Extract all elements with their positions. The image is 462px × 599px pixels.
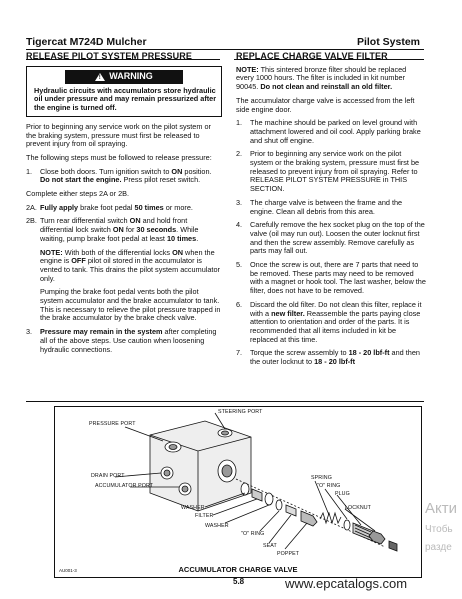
label-seat: SEAT [263, 543, 277, 549]
step-number: 2. [236, 149, 243, 159]
note: NOTE: With both of the differential locks ON when the engine is OFF pilot oil stored in the accumulator is vented to tank. This drains the pilot system accumulator only. [40, 247, 220, 283]
left-heading: RELEASE PILOT SYSTEM PRESSURE [26, 51, 192, 61]
step-number: 4. [236, 220, 243, 230]
right-column [236, 52, 426, 372]
step-7 [236, 349, 426, 366]
step-number: 2A. [26, 202, 37, 212]
step-text: Once the screw is out, there are 7 parts that need to be removed. These parts may need to be removed with a magnet or hook tool. The last washer, below the filter, does not have to be removed. [250, 260, 426, 296]
step-text: Close both doors. Turn ignition switch to ON position. Do not start the engine. Press pilot reset switch. [40, 166, 212, 185]
step-5 [236, 261, 426, 296]
warning-box [26, 66, 222, 117]
section-title: Pilot System [356, 36, 420, 48]
step-text: Torque the screw assembly to 18 - 20 lbf-ft and then the outer locknut to 18 - 20 lbf-ft [250, 348, 420, 367]
step-number: 2B. [26, 216, 37, 226]
paragraph: Pumping the brake foot pedal vents both the pilot system accumulator and the brake accumulator to tank. This is necessary to relieve the pilot pressure trapped in the brake accumulator by the brake check valve. [40, 287, 221, 323]
step-text: Discard the old filter. Do not clean this filter, replace it with a new filter. Reassemble the parts paying close attention to orientation and order of the parts. It is recommended that all items included in kit be replaced at this time. [250, 299, 422, 344]
label-drain-port: DRAIN PORT [91, 473, 125, 479]
step-2 [236, 150, 426, 194]
label-washer-2: WASHER [205, 523, 229, 529]
figure-id: AU001-3 [59, 568, 77, 573]
overlay-text: разде [425, 542, 452, 553]
paragraph: Prior to beginning any service work on the pilot system or the braking system, pressure must first be released to prevent injury from oil spraying. [26, 121, 211, 149]
label-poppet: POPPET [277, 551, 300, 557]
left-column [26, 52, 222, 359]
label-o-ring-top: "O" RING [317, 483, 341, 489]
label-spring: SPRING [311, 475, 332, 481]
label-filter: FILTER [195, 513, 214, 519]
label-pressure-port: PRESSURE PORT [89, 421, 136, 427]
step-text: The charge valve is between the frame and the engine. Clean all debris from this area. [250, 197, 403, 216]
step-number: 6. [236, 299, 243, 309]
label-plug: PLUG [335, 491, 350, 497]
warning-banner [65, 70, 183, 84]
step-number: 1. [236, 118, 243, 128]
step-text: Turn rear differential switch ON and hold front differential lock switch ON for 30 seconds. While waiting, pump brake foot pedal at least 10 times. [40, 216, 199, 243]
step-3 [26, 328, 222, 354]
figure-divider [26, 401, 424, 402]
step-text: Fully apply brake foot pedal 50 times or more. [40, 202, 193, 212]
overlay-text: Чтобь [425, 524, 453, 535]
accumulator-charge-valve-figure [54, 406, 422, 578]
step-4 [236, 221, 426, 256]
warning-title: WARNING [109, 71, 153, 82]
step-number: 7. [236, 348, 243, 358]
label-locknut: LOCKNUT [345, 505, 372, 511]
step-6 [236, 301, 426, 345]
step-number: 1. [26, 166, 33, 176]
step-3 [236, 199, 426, 216]
exploded-view-drawing [55, 407, 421, 577]
header-rule [26, 49, 424, 50]
watermark-text: www.epcatalogs.com [285, 576, 408, 591]
label-accumulator-port: ACCUMULATOR PORT [95, 483, 154, 489]
figure-caption: ACCUMULATOR CHARGE VALVE [178, 565, 298, 574]
step-number: 5. [236, 260, 243, 270]
page-number: 5.8 [233, 577, 245, 586]
step-number: 3. [26, 327, 33, 337]
warning-text: Hydraulic circuits with accumulators store hydraulic oil under pressure and may remain pressurized after the engine is turned off. [34, 85, 217, 113]
step-text: The machine should be parked on level ground with attachment lowered and oil cool. Apply parking brake and shut off engine. [250, 118, 421, 145]
warning-triangle-icon: ! [95, 73, 105, 81]
note: NOTE: This sintered bronze filter should be replaced every 1000 hours. The filter is included in kit number 90045. Do not clean and reinstall an old filter. [236, 64, 407, 92]
paragraph: The following steps must be followed to release pressure: [26, 152, 212, 162]
step-text: Pressure may remain in the system after completing all of the above steps. Use caution when loosening hydraulic connections. [40, 327, 217, 354]
label-steering-port: STEERING PORT [218, 409, 263, 415]
label-o-ring-bottom: "O" RING [241, 531, 265, 537]
paragraph: The accumulator charge valve is accessed from the left side engine door. [236, 95, 415, 114]
label-washer-1: WASHER [181, 505, 205, 511]
paragraph: Complete either steps 2A or 2B. [26, 189, 130, 199]
overlay-text: Акти [425, 500, 457, 517]
document-title: Tigercat M724D Mulcher [26, 36, 147, 48]
step-1 [26, 168, 222, 185]
step-2a [26, 204, 222, 213]
step-text: Carefully remove the hex socket plug on the top of the valve (oil may run out). Loosen the outer locknut first and then the screw assembly. Remove carefully as parts may fall out. [250, 220, 425, 256]
step-text: Prior to beginning any service work on the pilot system or the braking system, pressure must first be released to prevent injury from oil spraying. Refer to RELEASE PILOT SYSTEM PRESSURE in THIS SECTION. [250, 149, 420, 194]
step-number: 3. [236, 197, 243, 207]
right-heading: REPLACE CHARGE VALVE FILTER [236, 51, 388, 61]
step-2b [26, 217, 222, 243]
step-1 [236, 119, 426, 145]
